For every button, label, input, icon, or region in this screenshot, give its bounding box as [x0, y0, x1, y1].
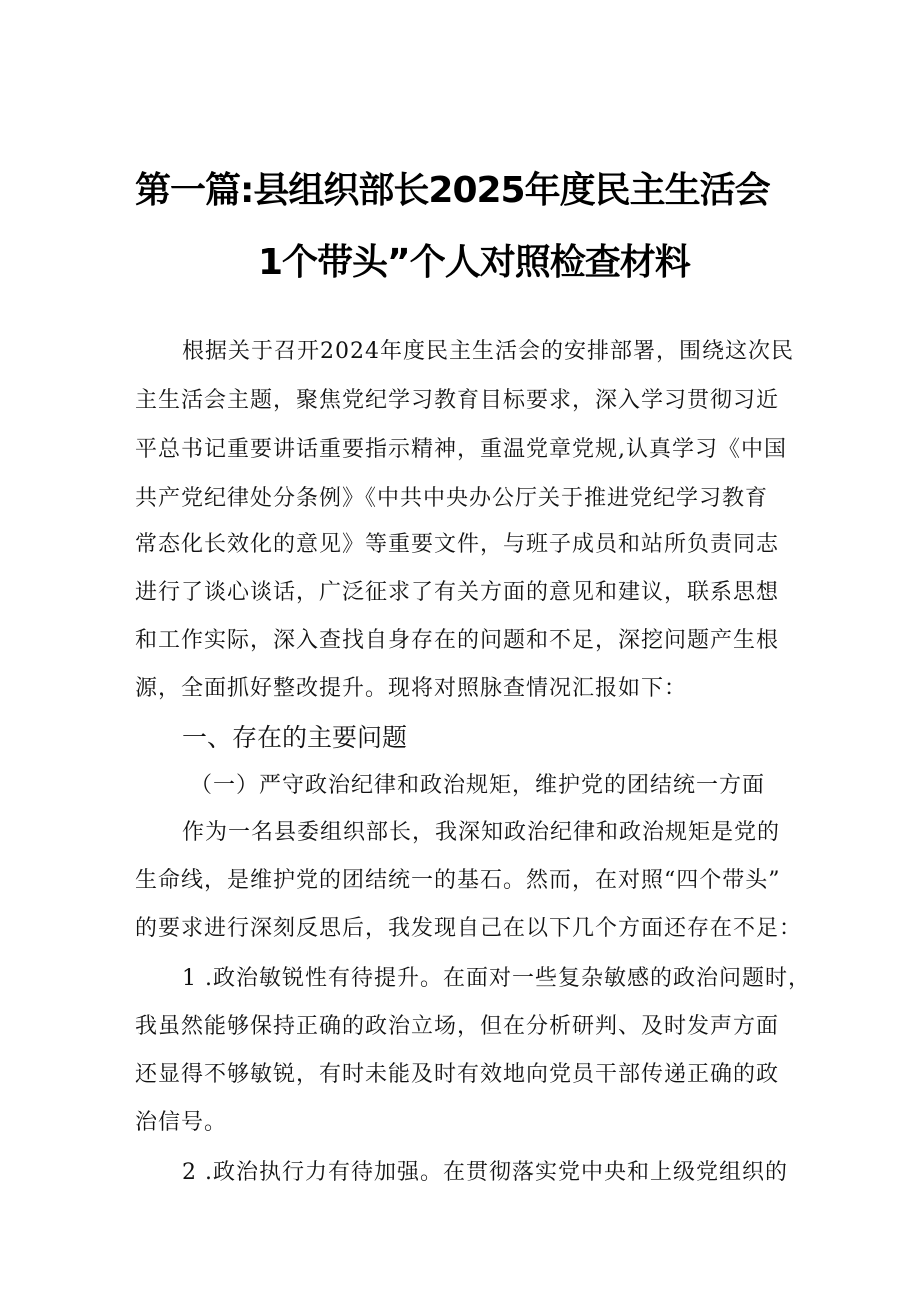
body-line: 生命线，是维护党的团结统一的基石。然而，在对照“四个带头”	[135, 868, 781, 893]
body-line: 作为一名县委组织部长，我深知政治纪律和政治规矩是党的	[182, 820, 781, 845]
section-heading: 一、存在的主要问题	[182, 723, 408, 752]
intro-line: 平总书记重要讲话重要指示精神，重温党章党规,认真学习《中国	[135, 437, 787, 462]
list-item-line: 还显得不够敏锐，有时未能及时有效地向党员干部传递正确的政	[135, 1062, 780, 1087]
intro-line: 源，全面抓好整改提升。现将对照脉查情况汇报如下：	[135, 676, 688, 701]
body-line: 的要求进行深刻反思后，我发现自己在以下几个方面还存在不足：	[135, 916, 803, 941]
subsection-heading: （一）严守政治纪律和政治规矩，维护党的团结统一方面	[190, 773, 766, 798]
list-item-line: 我虽然能够保持正确的政治立场，但在分析研判、及时发声方面	[135, 1014, 780, 1039]
intro-line: 根据关于召开2024年度民主生活会的安排部署，围绕这次民	[182, 339, 794, 364]
intro-line: 常态化长效化的意见》等重要文件，与班子成员和站所负责同志	[135, 532, 780, 557]
list-item-line: 2 .政治执行力有待加强。在贯彻落实党中央和上级党组织的	[182, 1160, 788, 1185]
intro-line: 主生活会主题，聚焦党纪学习教育目标要求，深入学习贯彻习近	[135, 388, 780, 413]
intro-line: 共产党纪律处分条例》《中共中央办公厅关于推进党纪学习教育	[135, 486, 769, 511]
document-title-line-1: 第一篇:县组织部长2025年度民主生活会	[135, 170, 770, 211]
intro-line: 进行了谈心谈话，广泛征求了有关方面的意见和建议，联系思想	[135, 580, 780, 605]
list-item-line: 1 .政治敏锐性有待提升。在面对一些复杂敏感的政治问题时，	[182, 966, 811, 991]
document-title-line-2: 1个带头”个人对照检查材料	[258, 242, 690, 283]
list-item-line: 治信号。	[135, 1110, 228, 1135]
intro-line: 和工作实际，深入查找自身存在的问题和不足，深挖问题产生根	[135, 628, 780, 653]
